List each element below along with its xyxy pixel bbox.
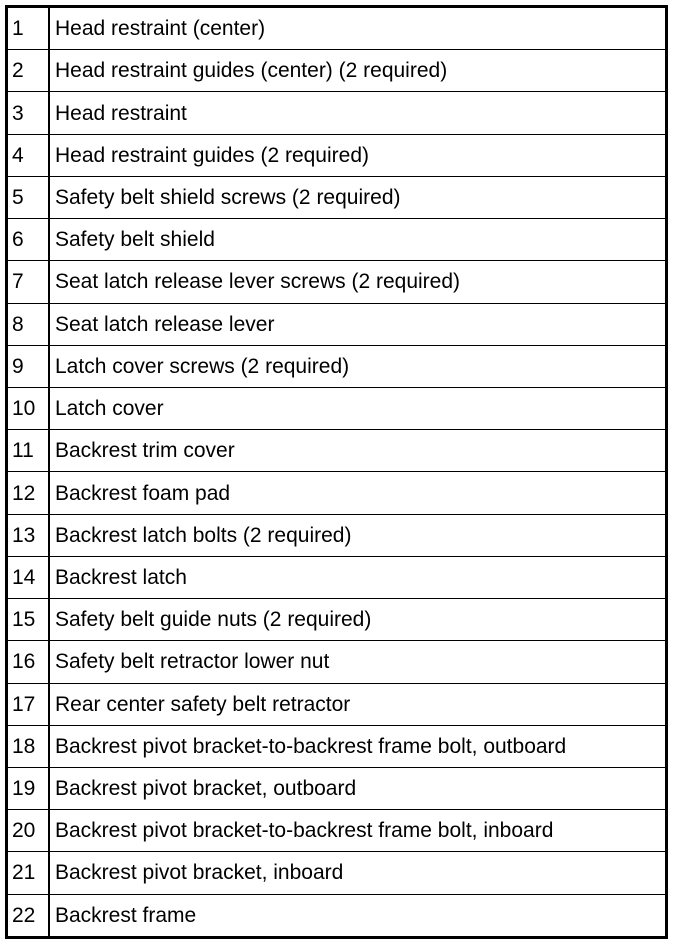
part-number: 20 bbox=[7, 810, 50, 852]
part-number: 19 bbox=[7, 767, 50, 809]
part-number: 21 bbox=[7, 852, 50, 894]
table-row bbox=[7, 683, 667, 725]
table-row bbox=[7, 387, 667, 429]
part-number: 11 bbox=[7, 430, 50, 472]
part-number: 22 bbox=[7, 894, 50, 937]
part-number: 17 bbox=[7, 683, 50, 725]
part-description: Backrest trim cover bbox=[49, 430, 667, 472]
part-number: 1 bbox=[7, 7, 50, 50]
part-number: 3 bbox=[7, 92, 50, 134]
part-description: Safety belt shield bbox=[49, 219, 667, 261]
part-number: 12 bbox=[7, 472, 50, 514]
part-description: Seat latch release lever bbox=[49, 303, 667, 345]
part-description: Safety belt retractor lower nut bbox=[49, 641, 667, 683]
part-description: Backrest latch bbox=[49, 556, 667, 598]
table-row bbox=[7, 599, 667, 641]
part-description: Latch cover bbox=[49, 387, 667, 429]
table-row bbox=[7, 176, 667, 218]
table-row bbox=[7, 7, 667, 50]
part-description: Head restraint (center) bbox=[49, 7, 667, 50]
part-number: 13 bbox=[7, 514, 50, 556]
table-row bbox=[7, 430, 667, 472]
table-row bbox=[7, 810, 667, 852]
table-row bbox=[7, 92, 667, 134]
parts-legend-table bbox=[5, 5, 668, 939]
table-row bbox=[7, 219, 667, 261]
part-number: 7 bbox=[7, 261, 50, 303]
parts-legend-body bbox=[7, 7, 667, 938]
table-row bbox=[7, 50, 667, 92]
part-description: Backrest frame bbox=[55, 903, 197, 927]
part-description: Backrest pivot bracket-to-backrest frame bolt, inboard bbox=[49, 810, 667, 852]
part-number: 4 bbox=[7, 134, 50, 176]
part-description: Backrest pivot bracket, inboard bbox=[49, 852, 667, 894]
table-row bbox=[7, 725, 667, 767]
table-row bbox=[7, 472, 667, 514]
part-number: 18 bbox=[7, 725, 50, 767]
part-number: 6 bbox=[7, 219, 50, 261]
part-description: Rear center safety belt retractor bbox=[49, 683, 667, 725]
part-description: Backrest foam pad bbox=[49, 472, 667, 514]
table-row bbox=[7, 556, 667, 598]
part-description: Seat latch release lever screws (2 required) bbox=[49, 261, 667, 303]
table-row bbox=[7, 261, 667, 303]
part-number: 9 bbox=[7, 345, 50, 387]
table-row bbox=[7, 345, 667, 387]
part-description: Safety belt guide nuts (2 required) bbox=[49, 599, 667, 641]
part-description: Backrest pivot bracket-to-backrest frame bolt, outboard bbox=[49, 725, 667, 767]
part-description: Latch cover screws (2 required) bbox=[49, 345, 667, 387]
table-row bbox=[7, 134, 667, 176]
part-number: 8 bbox=[7, 303, 50, 345]
part-description: Backrest latch bolts (2 required) bbox=[49, 514, 667, 556]
part-description: Head restraint guides (2 required) bbox=[49, 134, 667, 176]
part-number: 10 bbox=[7, 387, 50, 429]
part-description: Head restraint guides (center) (2 required) bbox=[49, 50, 667, 92]
table-row bbox=[7, 894, 667, 937]
part-number: 2 bbox=[7, 50, 50, 92]
table-row bbox=[7, 852, 667, 894]
part-description: Backrest pivot bracket, outboard bbox=[49, 767, 667, 809]
table-row bbox=[7, 514, 667, 556]
table-row bbox=[7, 767, 667, 809]
part-number: 16 bbox=[7, 641, 50, 683]
part-description: Safety belt shield screws (2 required) bbox=[49, 176, 667, 218]
part-number: 15 bbox=[7, 599, 50, 641]
part-number: 5 bbox=[7, 176, 50, 218]
table-row bbox=[7, 641, 667, 683]
part-number: 14 bbox=[7, 556, 50, 598]
table-row bbox=[7, 303, 667, 345]
part-description: Head restraint bbox=[49, 92, 667, 134]
